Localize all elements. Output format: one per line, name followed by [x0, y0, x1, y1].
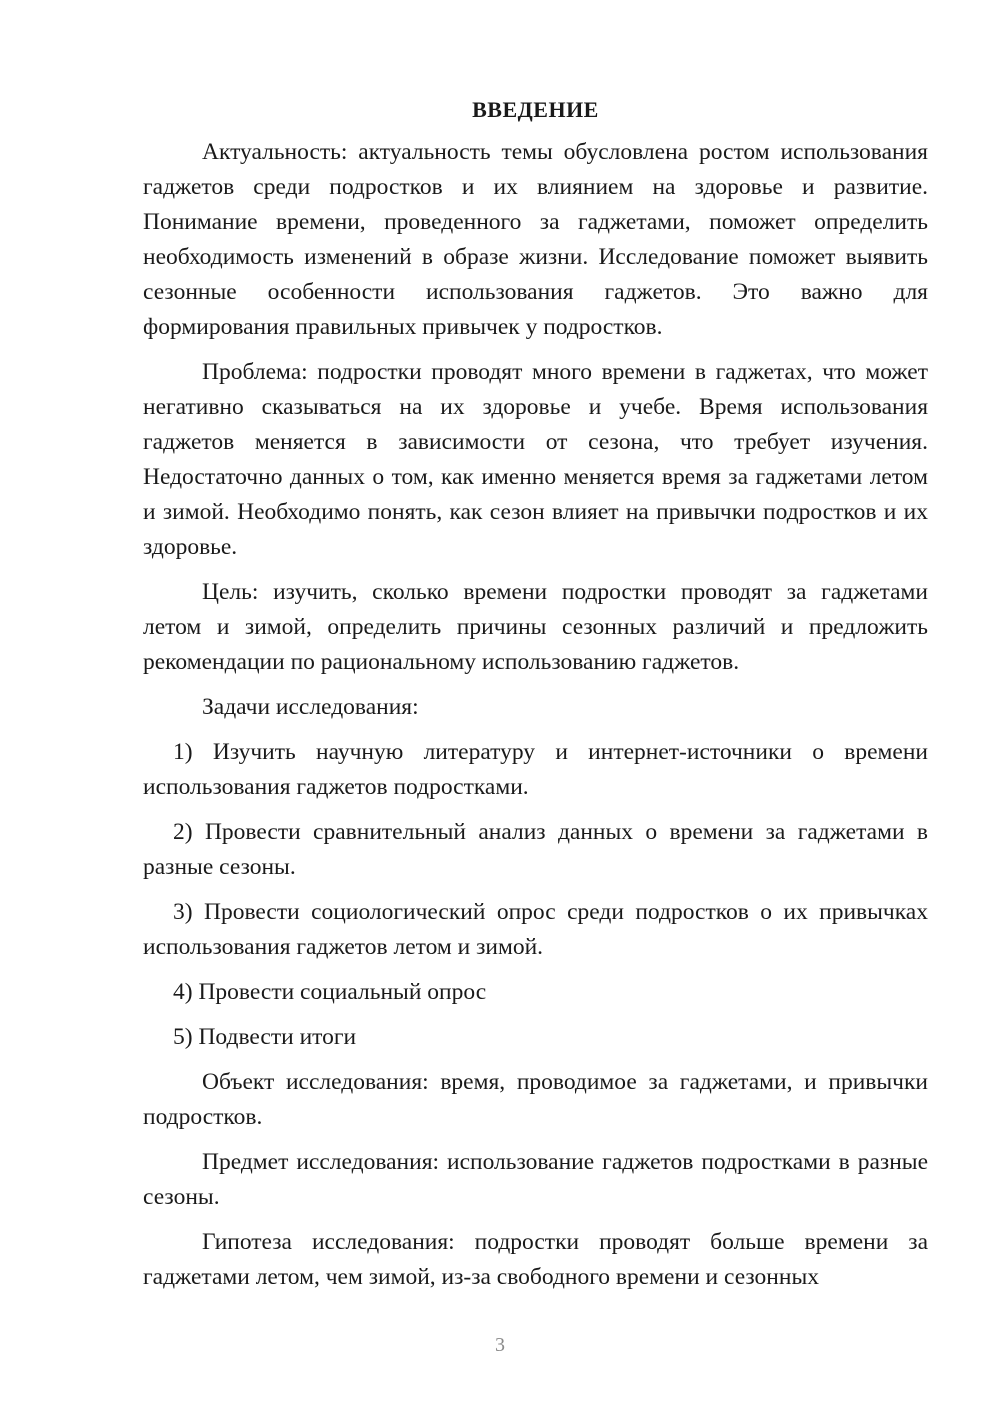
- task-item: 5) Подвести итоги: [173, 1024, 357, 1050]
- tasks-title: Задачи исследования:: [202, 694, 419, 720]
- goal-paragraph: Цель: изучить, сколько времени подростки проводят за гаджетами летом и зимой, определить причины сезонных различий и предложить рекомендации по рациональному использованию гаджетов.: [143, 579, 928, 675]
- page-number: 3: [495, 1334, 505, 1356]
- object-paragraph: Объект исследования: время, проводимое за гаджетами, и привычки подростков.: [143, 1069, 928, 1130]
- task-item: 1) Изучить научную литературу и интернет-источники о времени использования гаджетов подростками.: [143, 739, 928, 800]
- task-item: 3) Провести социологический опрос среди подростков о их привычках использования гаджетов летом и зимой.: [143, 899, 928, 960]
- section-heading: ВВЕДЕНИЕ: [472, 97, 599, 122]
- task-item: 2) Провести сравнительный анализ данных о времени за гаджетами в разные сезоны.: [143, 819, 928, 880]
- hypothesis-paragraph: Гипотеза исследования: подростки проводят больше времени за гаджетами летом, чем зимой, из-за свободного времени и сезонных: [143, 1229, 928, 1290]
- page-body: [143, 92, 928, 1305]
- subject-paragraph: Предмет исследования: использование гаджетов подростками в разные сезоны.: [143, 1149, 928, 1210]
- task-item: 4) Провести социальный опрос: [173, 979, 487, 1005]
- problem-paragraph: Проблема: подростки проводят много времени в гаджетах, что может негативно сказываться на их здоровье и учебе. Время использования гаджетов меняется в зависимости от сезона, что требует изучения. Недостаточно данных о том, как именно меняется время за гаджетами летом и зимой. Необходимо понять, как сезон влияет на привычки подростков и их здоровье.: [143, 359, 928, 560]
- relevance-paragraph: Актуальность: актуальность темы обусловлена ростом использования гаджетов среди подростков и их влиянием на здоровье и развитие. Понимание времени, проведенного за гаджетами, поможет определить необходимость изменений в образе жизни. Исследование поможет выявить сезонные особенности использования гаджетов. Это важно для формирования правильных привычек у подростков.: [143, 139, 928, 340]
